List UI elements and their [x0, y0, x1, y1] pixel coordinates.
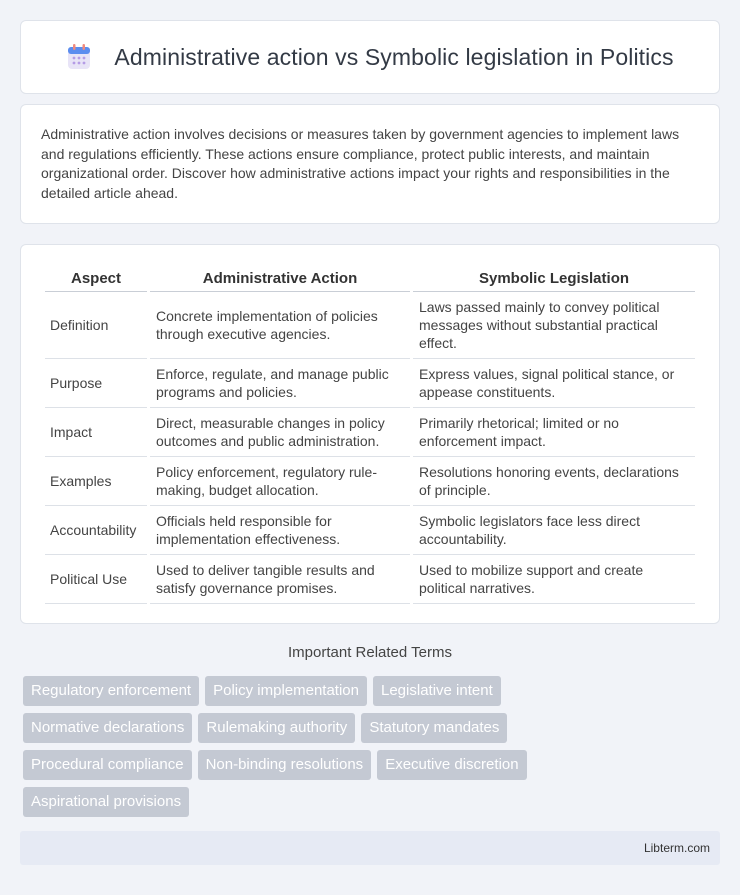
tag-row [23, 676, 723, 706]
header-administrative-action: Administrative Action [150, 265, 410, 292]
row-administrative: Policy enforcement, regulatory rule-making, budget allocation. [150, 457, 410, 506]
related-term-tag[interactable]: Statutory mandates [361, 713, 507, 743]
row-administrative: Enforce, regulate, and manage public programs and policies. [150, 359, 410, 408]
row-administrative: Direct, measurable changes in policy outcomes and public administration. [150, 408, 410, 457]
row-aspect: Purpose [45, 359, 147, 408]
row-administrative: Officials held responsible for implementation effectiveness. [150, 506, 410, 555]
row-symbolic: Express values, signal political stance, or appease constituents. [413, 359, 695, 408]
related-term-tag[interactable]: Normative declarations [23, 713, 192, 743]
row-symbolic: Laws passed mainly to convey political messages without substantial practical effect. [413, 292, 695, 359]
related-term-tag[interactable]: Non-binding resolutions [198, 750, 372, 780]
related-term-tag[interactable]: Aspirational provisions [23, 787, 189, 817]
comparison-card [20, 244, 720, 624]
tag-row [23, 787, 723, 817]
calendar-icon [66, 43, 92, 71]
row-symbolic: Resolutions honoring events, declarations of principle. [413, 457, 695, 506]
related-term-tag[interactable]: Policy implementation [205, 676, 367, 706]
footer-site-link[interactable]: Libterm.com [643, 841, 710, 855]
table-row [45, 292, 695, 359]
related-term-tag[interactable]: Legislative intent [373, 676, 501, 706]
tag-row [23, 713, 723, 743]
footer [20, 831, 720, 865]
related-term-tag[interactable]: Regulatory enforcement [23, 676, 199, 706]
table-row [45, 408, 695, 457]
table-header-row [45, 265, 695, 292]
row-symbolic: Primarily rhetorical; limited or no enforcement impact. [413, 408, 695, 457]
related-terms-list [23, 676, 723, 824]
table-row [45, 359, 695, 408]
row-administrative: Concrete implementation of policies through executive agencies. [150, 292, 410, 359]
comparison-table [42, 265, 698, 604]
row-aspect: Accountability [45, 506, 147, 555]
related-term-tag[interactable]: Executive discretion [377, 750, 526, 780]
row-administrative: Used to deliver tangible results and satisfy governance promises. [150, 555, 410, 604]
row-symbolic: Used to mobilize support and create political narratives. [413, 555, 695, 604]
row-aspect: Examples [45, 457, 147, 506]
related-term-tag[interactable]: Procedural compliance [23, 750, 192, 780]
intro-card [20, 104, 720, 224]
header-card [20, 20, 720, 94]
tag-row [23, 750, 723, 780]
row-symbolic: Symbolic legislators face less direct accountability. [413, 506, 695, 555]
intro-text: Administrative action involves decisions or measures taken by government agencies to implement laws and regulations efficiently. These actions ensure compliance, protect public interests, and maintain organizational order. Discover how administrative actions impact your rights and responsibilities in the detailed article ahead. [41, 126, 680, 201]
header-symbolic-legislation: Symbolic Legislation [413, 265, 695, 292]
row-aspect: Political Use [45, 555, 147, 604]
row-aspect: Impact [45, 408, 147, 457]
row-aspect: Definition [45, 292, 147, 359]
header-aspect: Aspect [45, 265, 147, 292]
table-row [45, 555, 695, 604]
page-title: Administrative action vs Symbolic legislation in Politics [114, 43, 674, 70]
related-term-tag[interactable]: Rulemaking authority [198, 713, 355, 743]
table-row [45, 457, 695, 506]
related-terms-title: Important Related Terms [288, 644, 452, 661]
table-row [45, 506, 695, 555]
